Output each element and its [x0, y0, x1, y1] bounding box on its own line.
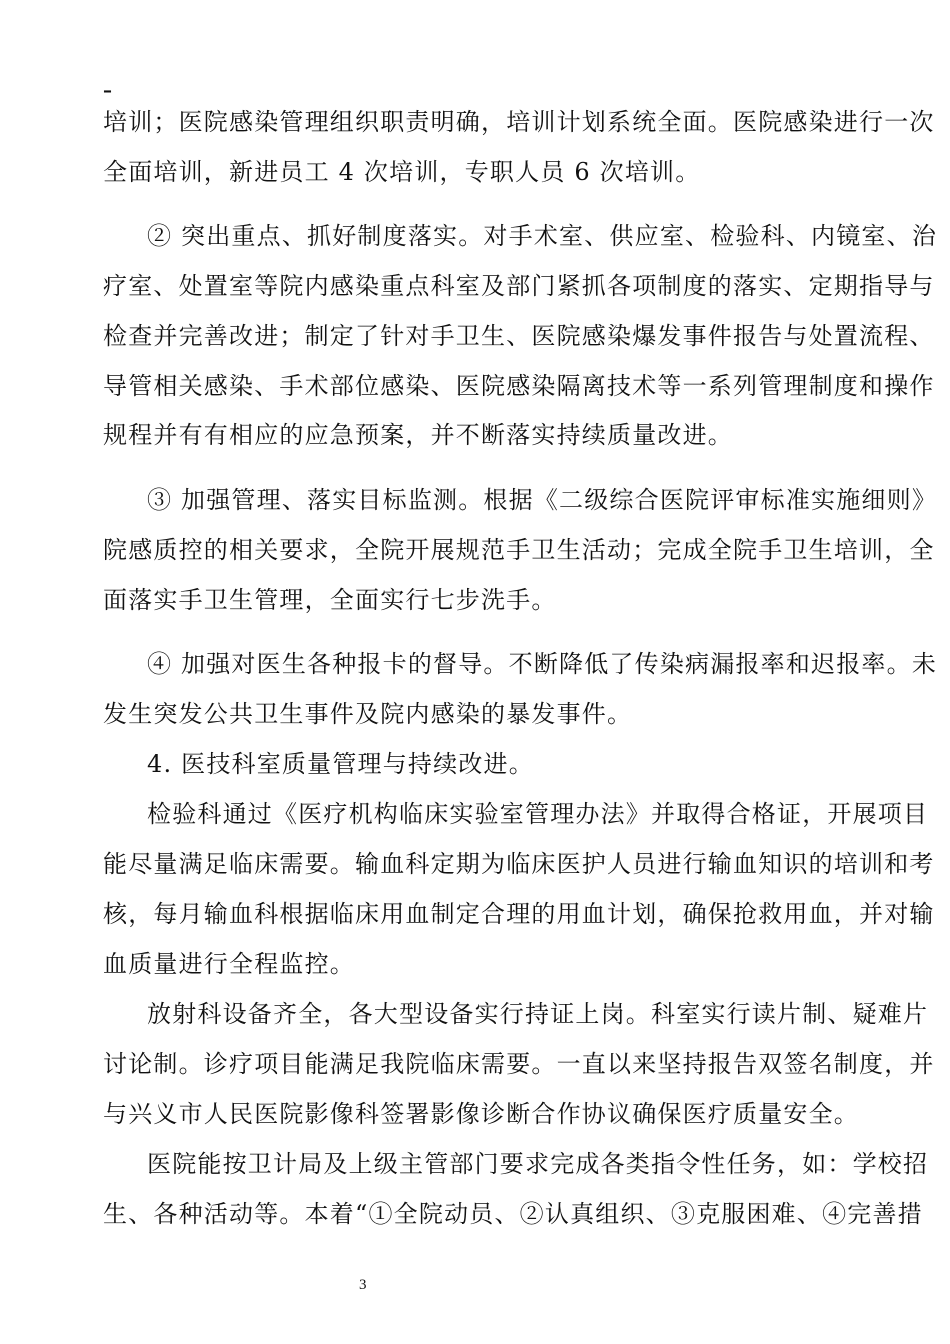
text-line: 导管相关感染、手术部位感染、医院感染隔离技术等一系列管理制度和操作: [103, 372, 935, 400]
text-line: 放射科设备齐全，各大型设备实行持证上岗。科室实行读片制、疑难片: [147, 1000, 929, 1028]
text-line: 血质量进行全程监控。: [103, 950, 355, 978]
text-line: 发生突发公共卫生事件及院内感染的暴发事件。: [103, 700, 633, 728]
text-line: 医院能按卫计局及上级主管部门要求完成各类指令性任务，如：学校招: [147, 1150, 929, 1178]
page-number: 3: [359, 1277, 367, 1293]
text-line: 核，每月输血科根据临床用血制定合理的用血计划，确保抢救用血，并对输: [103, 900, 935, 928]
text-line: 讨论制。诊疗项目能满足我院临床需要。一直以来坚持报告双签名制度，并: [103, 1050, 935, 1078]
top-mark: –: [103, 80, 112, 101]
text-line: 检查并完善改进；制定了针对手卫生、医院感染爆发事件报告与处置流程、: [103, 322, 935, 350]
text-line: 疗室、处置室等院内感染重点科室及部门紧抓各项制度的落实、定期指导与: [103, 272, 935, 300]
text-line: 能尽量满足临床需要。输血科定期为临床医护人员进行输血知识的培训和考: [103, 850, 935, 878]
text-line: 规程并有有相应的应急预案，并不断落实持续质量改进。: [103, 421, 733, 449]
section-heading: 4. 医技科室质量管理与持续改进。: [147, 750, 534, 778]
text-line: 培训；医院感染管理组织职责明确，培训计划系统全面。医院感染进行一次: [103, 108, 935, 136]
text-line: ③ 加强管理、落实目标监测。根据《二级综合医院评审标准实施细则》: [147, 486, 938, 514]
text-line: 生、各种活动等。本着“①全院动员、②认真组织、③克服困难、④完善措: [103, 1200, 923, 1228]
text-line: 面落实手卫生管理，全面实行七步洗手。: [103, 586, 557, 614]
text-line: ② 突出重点、抓好制度落实。对手术室、供应室、检验科、内镜室、治: [147, 222, 938, 250]
text-line: 全面培训，新进员工 4 次培训，专职人员 6 次培训。: [103, 158, 701, 186]
text-line: 检验科通过《医疗机构临床实验室管理办法》并取得合格证，开展项目: [147, 800, 929, 828]
text-line: 院感质控的相关要求，全院开展规范手卫生活动；完成全院手卫生培训，全: [103, 536, 935, 564]
text-line: 与兴义市人民医院影像科签署影像诊断合作协议确保医疗质量安全。: [103, 1100, 859, 1128]
text-line: ④ 加强对医生各种报卡的督导。不断降低了传染病漏报率和迟报率。未: [147, 650, 938, 678]
